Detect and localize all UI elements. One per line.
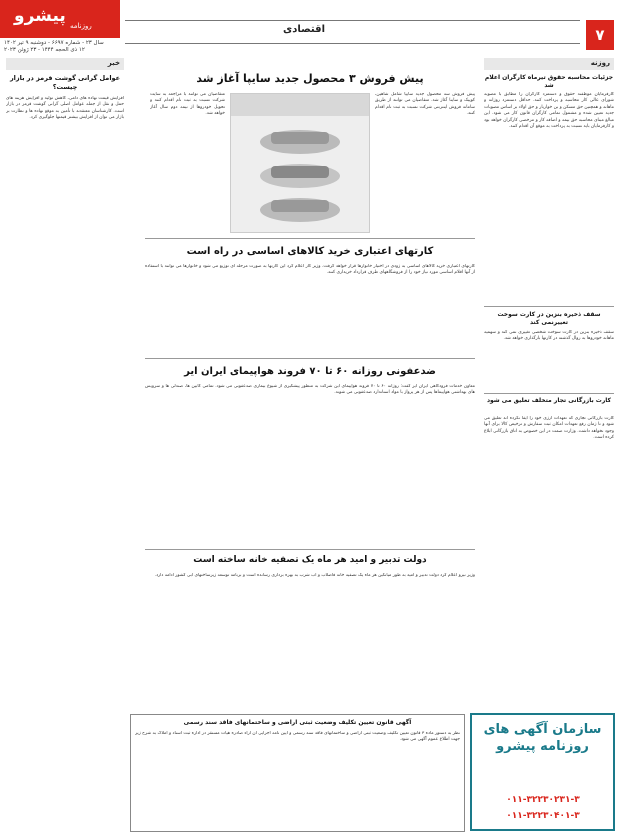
logo-subtext: روزنامه [70, 22, 92, 30]
issue-info: سال ۲۳ - شماره ۶۶۹۷ - دوشنبه ۹ تیر ۱۴۰۲ [4, 40, 104, 46]
legal-notice [130, 714, 465, 832]
divider [484, 306, 614, 307]
issue-date: ۱۲ ذی الحجه ۱۴۴۴ - ۲۳ ژوئن ۲۰۲۳ [4, 47, 85, 53]
sub-headline-2: ضدعفونی روزانه ۶۰ تا ۷۰ فروند هواپیمای ایران ایر [184, 366, 436, 377]
cars-photo [230, 93, 370, 233]
right-column-head: روزنه [484, 58, 614, 70]
sub-article-body-3: وزیر نیرو اعلام کرد دولت تدبیر و امید به طور میانگین هر ماه یک تصفیه خانه فاضلاب و آب شرب به بهره برداری رسانده است و برنامه توسعه زیرساختهای آبی کشور ادامه دارد. [154, 573, 475, 578]
divider [145, 549, 475, 550]
divider [145, 358, 475, 359]
sub-article-body-2: معاون خدمات فرودگاهی ایران ایر گفت: روزانه ۶۰ تا ۷۰ فروند هواپیمای این شرکت به منظور پیشگیری از شیوع بیماری ضدعفونی می شود. تمامی کابین ها، صندلی ها و سرویس های بهداشتی هواپیماها پس از هر پرواز با مواد استاندارد ضدعفونی می شوند. [145, 384, 475, 396]
ad-phone-2: ۰۱۱-۳۲۲۳۰۴۰۱-۳ [506, 811, 580, 821]
page-number: ۷ [586, 20, 614, 50]
right-article-body-1: کارفرمایان موظفند حقوق و دستمزد کارگران را مطابق با مصوبه شورای عالی کار محاسبه و پرداخت کنند. حداقل دستمزد روزانه و ماهانه و همچنین حق مسکن و بن خواربار و حق اولاد بر اساس مصوبات جدید تعیین شده و مشمول تمامی کارگران قانون کار می شود. این مبالغ مبنای محاسبه حق بیمه و اضافه کار و مرخصی کارگران خواهد بود و کارفرمایان باید نسبت به پرداخت به موقع آن اقدام کنند. [484, 92, 614, 130]
legal-notice-title: آگهی قانون تعیین تکلیف وضعیت ثبتی اراضی و ساختمانهای فاقد سند رسمی [183, 719, 412, 726]
right-article-title-3: کارت بازرگانی تجار متخلف تعلیق می شود [486, 397, 612, 404]
divider [484, 393, 614, 394]
divider [145, 238, 475, 239]
sub-headline-1: کارتهای اعتباری خرید کالاهای اساسی در راه است [186, 246, 434, 257]
newspaper-logo [0, 0, 120, 38]
sub-article-body-1: کارتهای اعتباری خرید کالاهای اساسی به زودی در اختیار خانوارها قرار خواهد گرفت. وزیر کار اعلام کرد این کارتها به صورت مرحله ای توزیع می شود و خانوارها می توانند با استفاده از آنها اقلام اساسی مورد نیاز خود را از فروشگاههای طرف قرارداد خریداری کنند. [145, 264, 475, 276]
ad-phone-1: ۰۱۱-۳۲۲۳۰۲۳۱-۳ [506, 795, 580, 805]
logo-text: پیشرو [14, 6, 66, 26]
main-headline: پیش فروش ۳ محصول جدید سایپا آغاز شد [196, 72, 424, 85]
ad-box [470, 713, 615, 831]
main-article-body: پیش فروش سه محصول جدید سایپا شامل شاهین، کوییک و ساینا آغاز شد. متقاضیان می توانند از طریق سامانه فروش اینترنتی شرکت نسبت به ثبت نام اقدام کنند. [375, 92, 475, 117]
main-article-body-cont: متقاضیان می توانند با مراجعه به سایت شرکت نسبت به ثبت نام اقدام کنند و تحویل خودروها از نیمه دوم سال آغاز خواهد شد. [150, 92, 225, 117]
page-header [0, 0, 620, 56]
left-article-body: افزایش قیمت نهاده های دامی، کاهش تولید و افزایش هزینه های حمل و نقل از جمله عوامل اصلی گرانی گوشت قرمز در بازار است. کارشناسان معتقدند با تأمین به موقع نهاده ها و نظارت بر بازار می توان از افزایش بیشتر قیمتها جلوگیری کرد. [6, 96, 124, 121]
section-bar [125, 20, 580, 44]
right-article-title-1: جزئیات محاسبه حقوق تیرماه کارگران اعلام شد [484, 74, 614, 89]
left-column-head: خبر [6, 58, 124, 70]
legal-notice-body: نظر به دستور ماده ۳ قانون تعیین تکلیف وضعیت ثبتی اراضی و ساختمانهای فاقد سند رسمی و آیین نامه اجرایی آن آراء صادره هیأت مستقر در اداره ثبت اسناد و املاک به شرح زیر جهت اطلاع عموم آگهی می شود. [135, 731, 460, 743]
left-article-title: عوامل گرانی گوشت قرمز در بازار چیست؟ [9, 74, 121, 91]
right-article-body-2: سقف ذخیره بنزین در کارت سوخت شخصی تغییری نمی کند و سهمیه ماهانه خودروها به روال گذشته در کارتها بارگذاری خواهد شد. [484, 330, 614, 342]
ad-title: سازمان آگهی های روزنامه پیشرو [483, 722, 602, 754]
right-article-body-3: کارت بازرگانی تجاری که تعهدات ارزی خود را ایفا نکرده اند تعلیق می شود و تا زمان رفع تعهدات امکان ثبت سفارش و ترخیص کالا برای آنها وجود نخواهد داشت. وزارت صمت در این خصوص به اتاق بازرگانی ابلاغ کرده است. [484, 416, 614, 441]
car-illustration [231, 94, 369, 232]
section-title: اقتصادی [283, 24, 325, 35]
sub-headline-3: دولت تدبیر و امید هر ماه یک تصفیه خانه ساخته است [193, 555, 427, 565]
right-article-title-2: سقف ذخیره بنزین در کارت سوخت تغییرنمی کند [497, 311, 601, 326]
